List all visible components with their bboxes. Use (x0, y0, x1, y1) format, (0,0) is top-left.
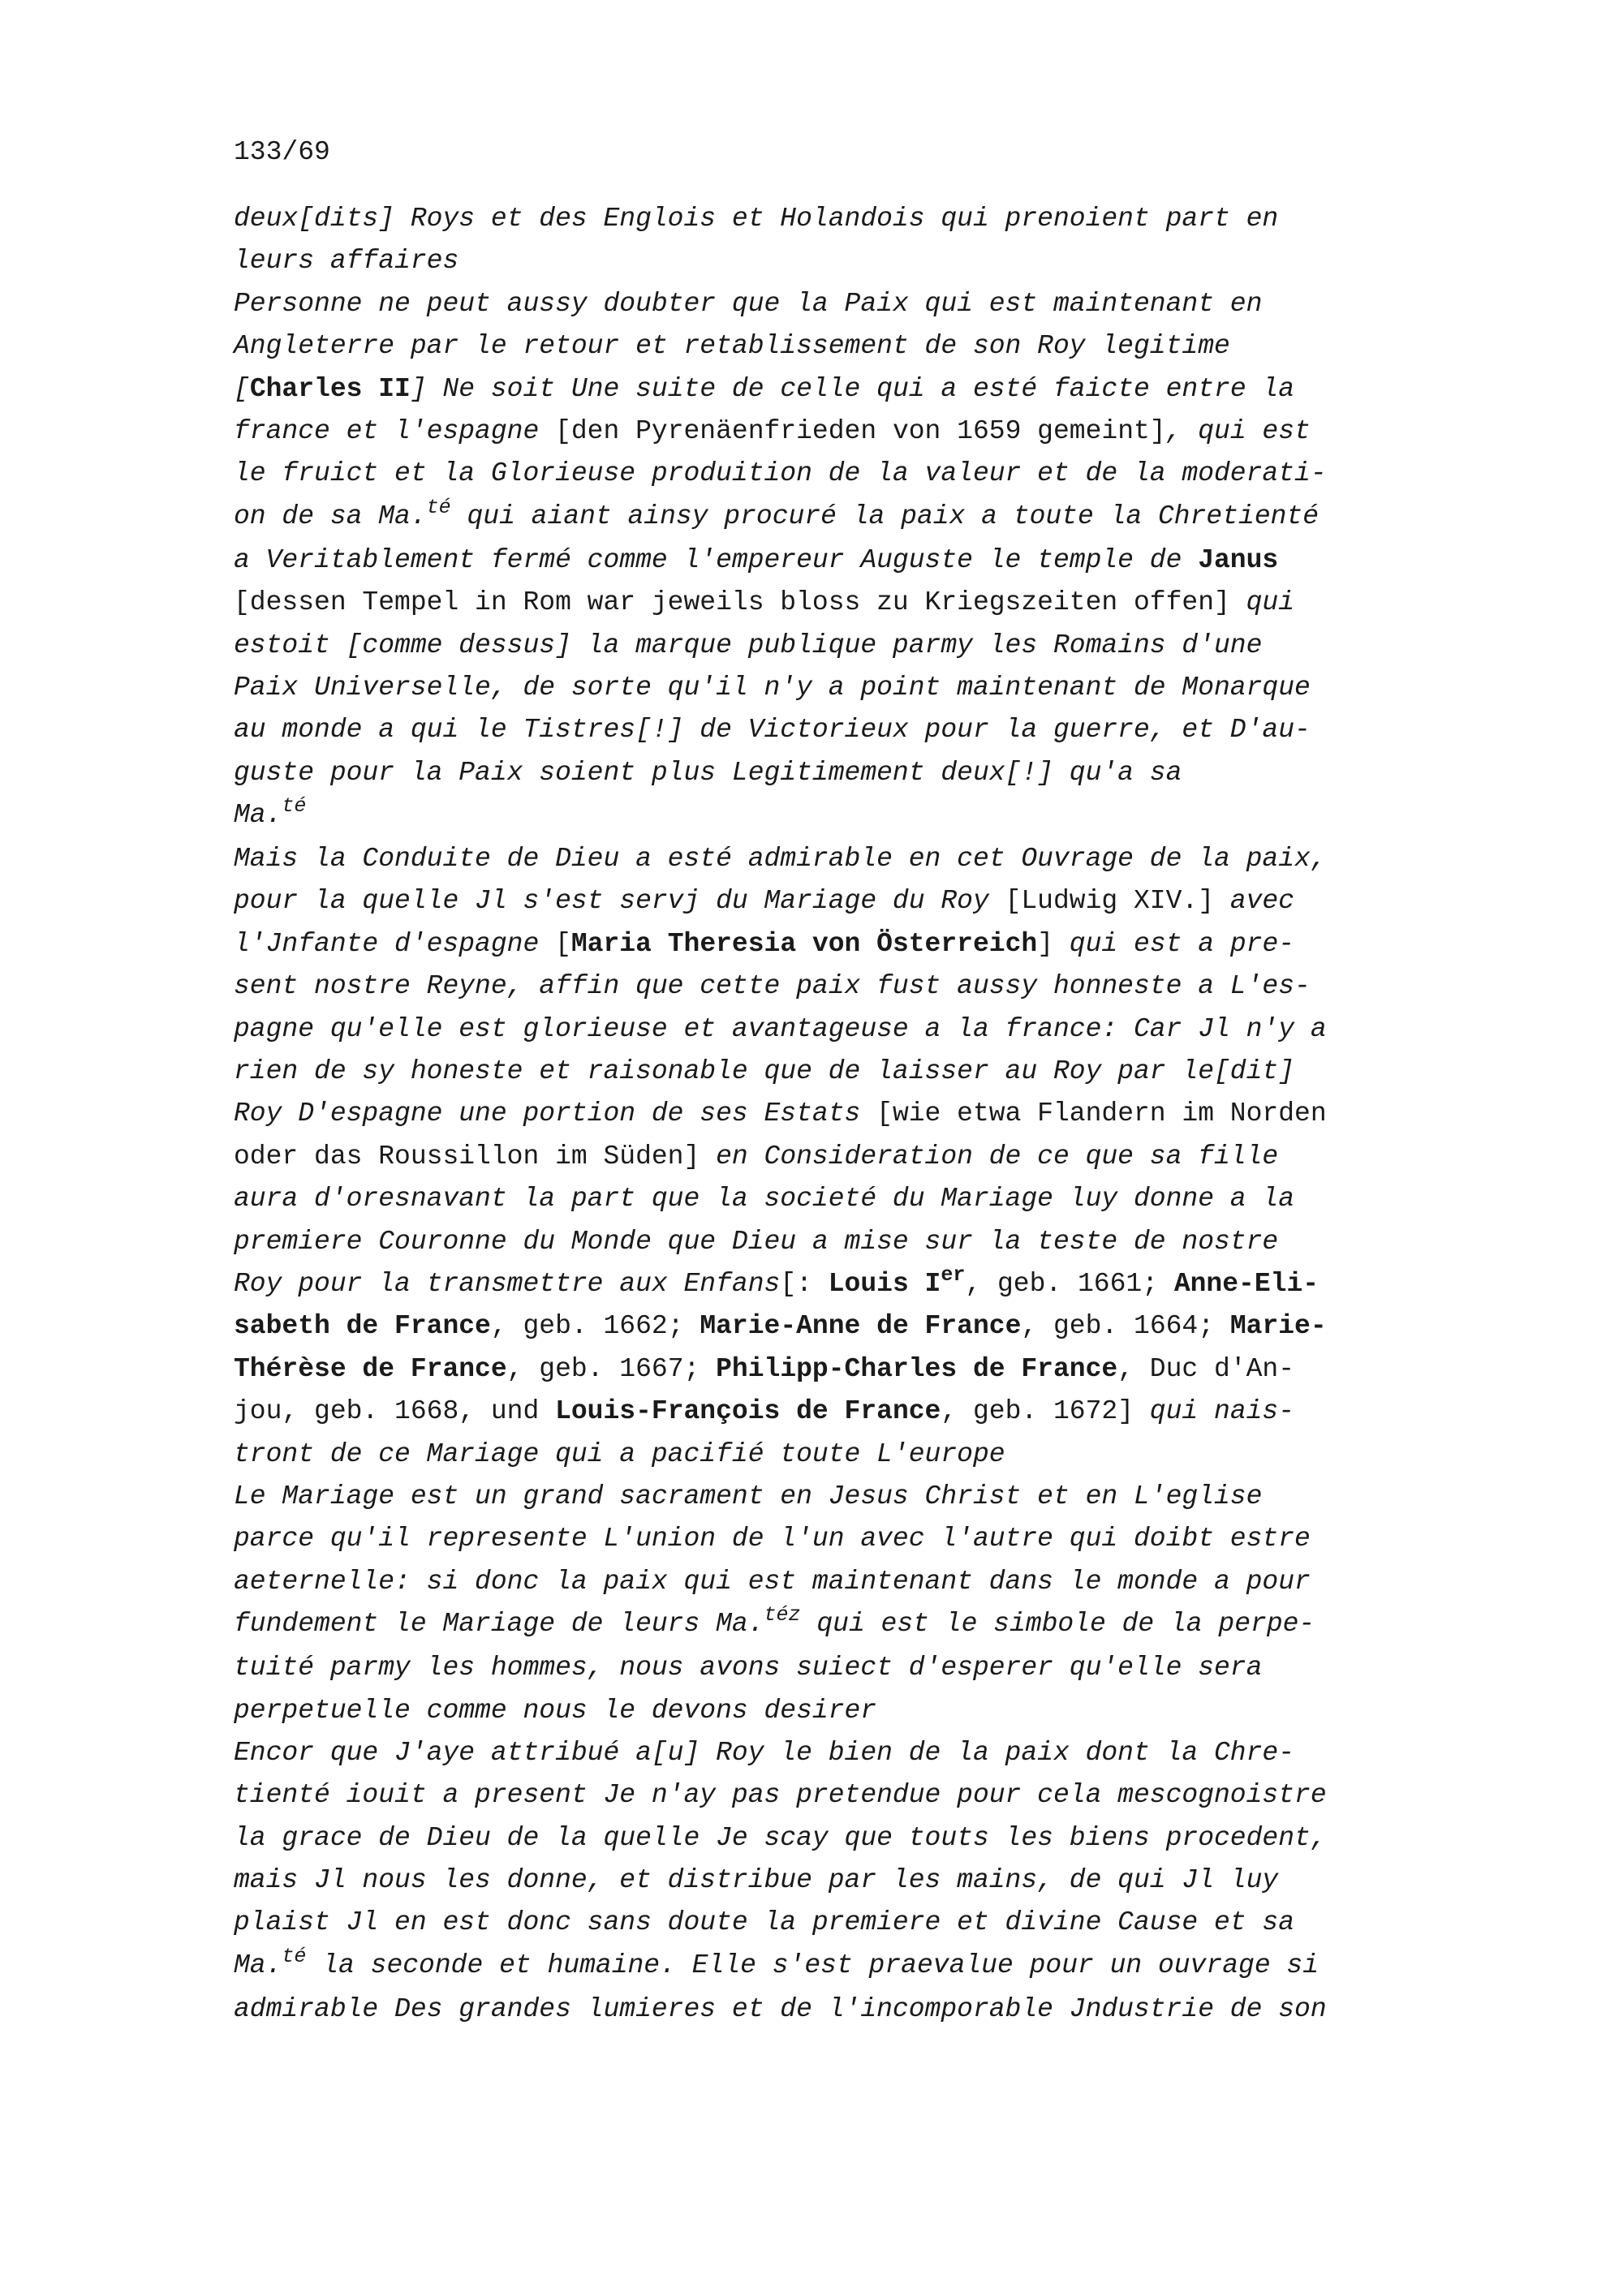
name-emphasis: Charles II (249, 373, 411, 404)
text-segment: sent nostre Reyne, affin que cette paix fust aussy honneste a L'es- (234, 971, 1311, 1002)
text-segment: a Veritablement fermé comme l'empereur Auguste le temple de (234, 544, 1199, 575)
text-segment: Angleterre par le retour et retablissement de son Roy legitime (234, 331, 1230, 362)
editorial-note: [: (780, 1268, 829, 1299)
text-line (234, 1434, 1500, 1476)
text-segment: plaist Jl en est donc sans doute la premiere et divine Cause et sa (234, 1907, 1295, 1938)
text-line (234, 325, 1500, 368)
text-line (234, 582, 1500, 624)
editorial-note: , geb. 1667; (506, 1353, 717, 1384)
superscript: té (426, 495, 451, 519)
text-line (234, 1391, 1500, 1433)
text-segment: Personne ne peut aussy doubter que la Paix qui est maintenant en (234, 288, 1263, 319)
superscript: té (282, 794, 307, 819)
superscript: téz (764, 1603, 801, 1627)
text-segment: , qui est (1165, 415, 1311, 446)
text-segment: mais Jl nous les donne, et distribue par les mains, de qui Jl luy (234, 1865, 1279, 1896)
text-line (234, 1348, 1500, 1391)
text-line (234, 1817, 1500, 1860)
text-segment: tuité parmy les hommes, nous avons suiect d'esperer qu'elle sera (234, 1653, 1263, 1683)
text-segment: estoit [comme dessus] la marque publique parmy les Romains d'une (234, 630, 1263, 660)
text-line (234, 752, 1500, 794)
editorial-note: [Ludwig XIV.] (1005, 886, 1215, 917)
text-segment: Paix Universelle, de sorte qu'il n'y a point maintenant de Monarque (234, 672, 1311, 703)
text-line (234, 1989, 1500, 2031)
text-segment: qui (1229, 587, 1295, 618)
text-segment: au monde a qui le Tistres[!] de Victorieux pour la guerre, et D'au- (234, 715, 1311, 746)
text-segment: le fruict et la Glorieuse produition de la valeur et de la moderati- (234, 458, 1327, 489)
name-emphasis: Maria Theresia von Österreich (570, 928, 1038, 959)
text-line (234, 1774, 1500, 1817)
editorial-note: , Duc d'An- (1117, 1353, 1295, 1384)
text-segment: tienté iouit a present Je n'ay pas pretendue pour cela mescognoistre (234, 1780, 1327, 1811)
text-line (234, 1178, 1500, 1220)
text-line (234, 1008, 1500, 1051)
text-segment: leurs affaires (234, 246, 459, 277)
text-line (234, 496, 1500, 540)
text-segment: tront de ce Mariage qui a pacifié toute L'europe (234, 1438, 1005, 1469)
text-line (234, 625, 1500, 667)
editorial-note: [dessen Tempel in Rom war jeweils bloss zu Kriegszeiten offen] (234, 587, 1230, 618)
text-line (234, 453, 1500, 495)
text-line (234, 1305, 1500, 1348)
text-line (234, 1860, 1500, 1902)
editorial-note: , geb. 1661; (965, 1268, 1174, 1299)
superscript: té (282, 1944, 307, 1968)
editorial-note: [ (555, 928, 571, 959)
text-segment: qui nais- (1134, 1396, 1295, 1427)
editorial-note: [wie etwa Flandern im Norden (876, 1099, 1327, 1129)
text-segment: qui aiant ainsy procuré la paix a toute la Chretienté (450, 501, 1319, 531)
editorial-note: , geb. 1664; (1021, 1311, 1230, 1342)
text-segment: guste pour la Paix soient plus Legitimement deux[!] qu'a sa (234, 757, 1182, 788)
text-segment: avec (1214, 886, 1295, 917)
text-segment: qui est le simbole de la perpe- (800, 1609, 1315, 1640)
text-segment: premiere Couronne du Monde que Dieu a mise sur la teste de nostre (234, 1226, 1279, 1257)
text-line (234, 709, 1500, 751)
text-segment: Roy D'espagne une portion de ses Estats (234, 1099, 877, 1129)
text-segment: qui est a pre- (1053, 928, 1295, 959)
text-line (234, 838, 1500, 880)
text-line (234, 368, 1500, 411)
editorial-note: [den Pyrenäenfrieden von 1659 gemeint] (555, 415, 1166, 446)
text-line (234, 965, 1500, 1008)
editorial-note: , geb. 1662; (490, 1311, 700, 1342)
text-line (234, 540, 1500, 582)
text-line (234, 240, 1500, 282)
name-emphasis: sabeth de France (234, 1311, 491, 1342)
text-line (234, 411, 1500, 453)
name-emphasis: Marie-Anne de France (700, 1311, 1022, 1342)
text-segment: fundement le Mariage de leurs Ma. (234, 1609, 764, 1640)
text-line (234, 1561, 1500, 1603)
text-line (234, 1136, 1500, 1178)
editorial-note: oder das Roussillon im Süden] (234, 1141, 700, 1172)
text-segment: rien de sy honeste et raisonable que de laisser au Roy par le[dit] (234, 1056, 1295, 1087)
text-segment: pour la quelle Jl s'est servj du Mariage du Roy (234, 886, 1005, 917)
text-line (234, 1476, 1500, 1518)
text-line (234, 794, 1500, 838)
name-emphasis: Louis I (828, 1268, 941, 1299)
text-segment: l'Jnfante d'espagne (234, 928, 556, 959)
name-emphasis: Philipp-Charles de France (716, 1353, 1118, 1384)
name-emphasis: Anne-Eli- (1173, 1268, 1319, 1299)
name-emphasis: er (941, 1262, 966, 1287)
name-emphasis: Louis-François de France (555, 1396, 941, 1427)
editorial-note: jou, geb. 1668, und (234, 1396, 556, 1427)
text-line (234, 1690, 1500, 1732)
text-segment: deux[dits] Roys et des Englois et Holandois qui prenoient part en (234, 204, 1279, 234)
text-segment: Ma. (234, 800, 282, 831)
text-line (234, 1051, 1500, 1093)
text-segment: Roy pour la transmettre aux Enfans (234, 1268, 781, 1299)
editorial-note: ] (1037, 928, 1053, 959)
text-line (234, 283, 1500, 325)
text-segment: parce qu'il represente L'union de l'un avec l'autre qui doibt estre (234, 1524, 1311, 1554)
text-line (234, 667, 1500, 709)
text-segment: pagne qu'elle est glorieuse et avantageuse a la france: Car Jl n'y a (234, 1013, 1327, 1044)
text-segment: france et l'espagne (234, 415, 556, 446)
text-segment: Ma. (234, 1950, 282, 1980)
text-line (234, 1093, 1500, 1135)
text-line (234, 880, 1500, 922)
text-segment: en Consideration de ce que sa fille (700, 1141, 1279, 1172)
text-segment: aeternelle: si donc la paix qui est maintenant dans le monde a pour (234, 1566, 1311, 1597)
text-segment: admirable Des grandes lumieres et de l'incomporable Jndustrie de son (234, 1993, 1327, 2024)
text-segment: ] Ne soit Une suite de celle qui a esté faicte entre la (410, 373, 1295, 404)
text-segment: aura d'oresnavant la part que la societé du Mariage luy donne a la (234, 1184, 1295, 1215)
text-line (234, 1945, 1500, 1989)
text-line (234, 1902, 1500, 1944)
text-segment: la seconde et humaine. Elle s'est praevalue pour un ouvrage si (306, 1950, 1319, 1980)
text-segment: la grace de Dieu de la quelle Je scay que touts les biens procedent, (234, 1822, 1327, 1853)
text-segment: Encor que J'aye attribué a[u] Roy le bien de la paix dont la Chre- (234, 1737, 1295, 1768)
name-emphasis: Marie- (1229, 1311, 1327, 1342)
text-segment: on de sa Ma. (234, 501, 427, 531)
text-line (234, 1647, 1500, 1689)
name-emphasis: Thérèse de France (234, 1353, 507, 1384)
text-line (234, 198, 1500, 240)
editorial-note: , geb. 1672] (941, 1396, 1134, 1427)
text-line (234, 1518, 1500, 1560)
text-line (234, 1221, 1500, 1263)
text-line (234, 1603, 1500, 1647)
text-segment: Mais la Conduite de Dieu a esté admirable en cet Ouvrage de la paix, (234, 844, 1327, 875)
text-segment: perpetuelle comme nous le devons desirer (234, 1695, 877, 1726)
text-segment: Le Mariage est un grand sacrament en Jesus Christ et en L'eglise (234, 1481, 1263, 1511)
text-segment: [ (234, 373, 250, 404)
text-line (234, 1263, 1500, 1305)
text-line (234, 1732, 1500, 1774)
folio-number: 133/69 (234, 137, 330, 167)
transcription-body (234, 198, 1500, 2031)
text-line (234, 923, 1500, 965)
name-emphasis: Janus (1198, 544, 1279, 575)
